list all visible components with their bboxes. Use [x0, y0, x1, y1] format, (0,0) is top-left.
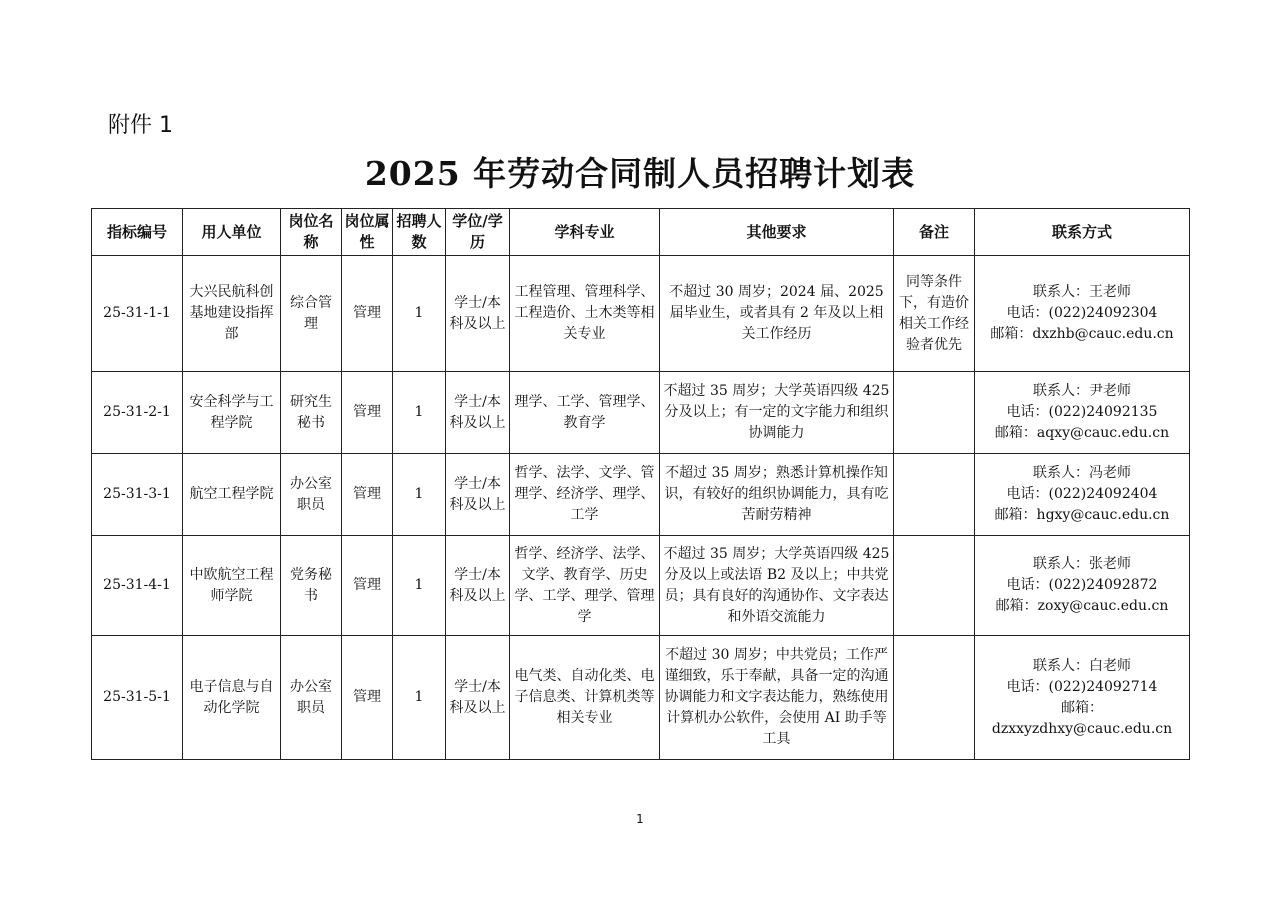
cell-count: 1 — [393, 372, 446, 454]
cell-major: 理学、工学、管理学、教育学 — [510, 372, 660, 454]
cell-remarks — [894, 636, 975, 760]
contact-person: 联系人：王老师 — [1033, 284, 1131, 300]
contact-phone: 电话：(022)24092404 — [1006, 486, 1158, 502]
cell-position: 党务秘书 — [281, 536, 342, 636]
cell-degree: 学士/本科及以上 — [446, 536, 510, 636]
cell-contact — [975, 454, 1190, 536]
cell-attribute: 管理 — [342, 372, 393, 454]
cell-code: 25-31-3-1 — [92, 454, 183, 536]
cell-unit: 航空工程学院 — [183, 454, 281, 536]
cell-count: 1 — [393, 636, 446, 760]
contact-email-label: 邮箱： — [1061, 699, 1103, 716]
header-degree: 学位/学历 — [446, 209, 510, 256]
header-attribute: 岗位属性 — [342, 209, 393, 256]
table-row — [92, 454, 1190, 536]
cell-requirements: 不超过 35 周岁；大学英语四级 425 分及以上或法语 B2 及以上；中共党员；具有良好的沟通协作、文字表达和外语交流能力 — [660, 536, 894, 636]
cell-requirements: 不超过 35 周岁；大学英语四级 425 分及以上；有一定的文字能力和组织协调能力 — [660, 372, 894, 454]
cell-count: 1 — [393, 454, 446, 536]
cell-major: 电气类、自动化类、电子信息类、计算机类等相关专业 — [510, 636, 660, 760]
cell-attribute: 管理 — [342, 636, 393, 760]
table-row — [92, 536, 1190, 636]
table-row — [92, 256, 1190, 372]
cell-major: 哲学、经济学、法学、文学、教育学、历史学、工学、理学、管理学 — [510, 536, 660, 636]
header-major: 学科专业 — [510, 209, 660, 256]
contact-phone: 电话：(022)24092872 — [1006, 577, 1158, 593]
cell-unit: 安全科学与工程学院 — [183, 372, 281, 454]
cell-attribute: 管理 — [342, 454, 393, 536]
cell-count: 1 — [393, 256, 446, 372]
cell-remarks — [894, 454, 975, 536]
header-position: 岗位名称 — [281, 209, 342, 256]
contact-email: 邮箱：hgxy@cauc.edu.cn — [994, 507, 1170, 523]
cell-attribute: 管理 — [342, 536, 393, 636]
contact-email: 邮箱：zoxy@cauc.edu.cn — [995, 598, 1169, 614]
cell-contact — [975, 256, 1190, 372]
page-number: 1 — [636, 812, 644, 826]
table-header-row — [92, 209, 1190, 256]
cell-code: 25-31-1-1 — [92, 256, 183, 372]
cell-contact — [975, 372, 1190, 454]
cell-contact — [975, 636, 1190, 760]
cell-degree: 学士/本科及以上 — [446, 636, 510, 760]
contact-email: 邮箱：aqxy@cauc.edu.cn — [994, 425, 1170, 441]
contact-person: 联系人：冯老师 — [1033, 465, 1131, 481]
cell-position: 办公室职员 — [281, 636, 342, 760]
contact-email: dzxxyzdhxy@cauc.edu.cn — [991, 720, 1173, 737]
cell-unit: 中欧航空工程师学院 — [183, 536, 281, 636]
cell-degree: 学士/本科及以上 — [446, 256, 510, 372]
cell-contact — [975, 536, 1190, 636]
cell-degree: 学士/本科及以上 — [446, 454, 510, 536]
cell-position: 办公室职员 — [281, 454, 342, 536]
header-contact: 联系方式 — [975, 209, 1190, 256]
cell-requirements: 不超过 35 周岁；熟悉计算机操作知识，有较好的组织协调能力，具有吃苦耐劳精神 — [660, 454, 894, 536]
header-remarks: 备注 — [894, 209, 975, 256]
cell-unit: 电子信息与自动化学院 — [183, 636, 281, 760]
contact-phone: 电话：(022)24092135 — [1006, 404, 1158, 420]
cell-position: 综合管理 — [281, 256, 342, 372]
cell-remarks: 同等条件下，有造价相关工作经验者优先 — [894, 256, 975, 372]
cell-remarks — [894, 536, 975, 636]
header-unit: 用人单位 — [183, 209, 281, 256]
contact-person: 联系人：白老师 — [1033, 657, 1131, 674]
cell-attribute: 管理 — [342, 256, 393, 372]
cell-requirements: 不超过 30 周岁；2024 届、2025 届毕业生，或者具有 2 年及以上相关工作经历 — [660, 256, 894, 372]
attachment-label: 附件 1 — [108, 113, 173, 138]
cell-code: 25-31-4-1 — [92, 536, 183, 636]
cell-major: 哲学、法学、文学、管理学、经济学、理学、工学 — [510, 454, 660, 536]
header-count: 招聘人数 — [393, 209, 446, 256]
recruitment-plan-table — [91, 208, 1190, 760]
cell-position: 研究生秘书 — [281, 372, 342, 454]
cell-remarks — [894, 372, 975, 454]
contact-email: 邮箱：dxzhb@cauc.edu.cn — [990, 326, 1174, 342]
page-title: 2025 年劳动合同制人员招聘计划表 — [364, 154, 916, 193]
contact-phone: 电话：(022)24092304 — [1006, 305, 1158, 321]
table-row — [92, 372, 1190, 454]
header-code: 指标编号 — [92, 209, 183, 256]
contact-person: 联系人：张老师 — [1033, 556, 1131, 572]
contact-phone: 电话：(022)24092714 — [1006, 678, 1158, 695]
cell-unit: 大兴民航科创基地建设指挥部 — [183, 256, 281, 372]
table-row — [92, 636, 1190, 760]
cell-requirements: 不超过 30 周岁；中共党员；工作严谨细致，乐于奉献，具备一定的沟通协调能力和文字表达能力，熟练使用计算机办公软件，会使用 AI 助手等工具 — [660, 636, 894, 760]
cell-degree: 学士/本科及以上 — [446, 372, 510, 454]
cell-count: 1 — [393, 536, 446, 636]
header-requirements: 其他要求 — [660, 209, 894, 256]
cell-major: 工程管理、管理科学、工程造价、土木类等相关专业 — [510, 256, 660, 372]
cell-code: 25-31-5-1 — [92, 636, 183, 760]
contact-person: 联系人：尹老师 — [1033, 383, 1131, 399]
cell-code: 25-31-2-1 — [92, 372, 183, 454]
